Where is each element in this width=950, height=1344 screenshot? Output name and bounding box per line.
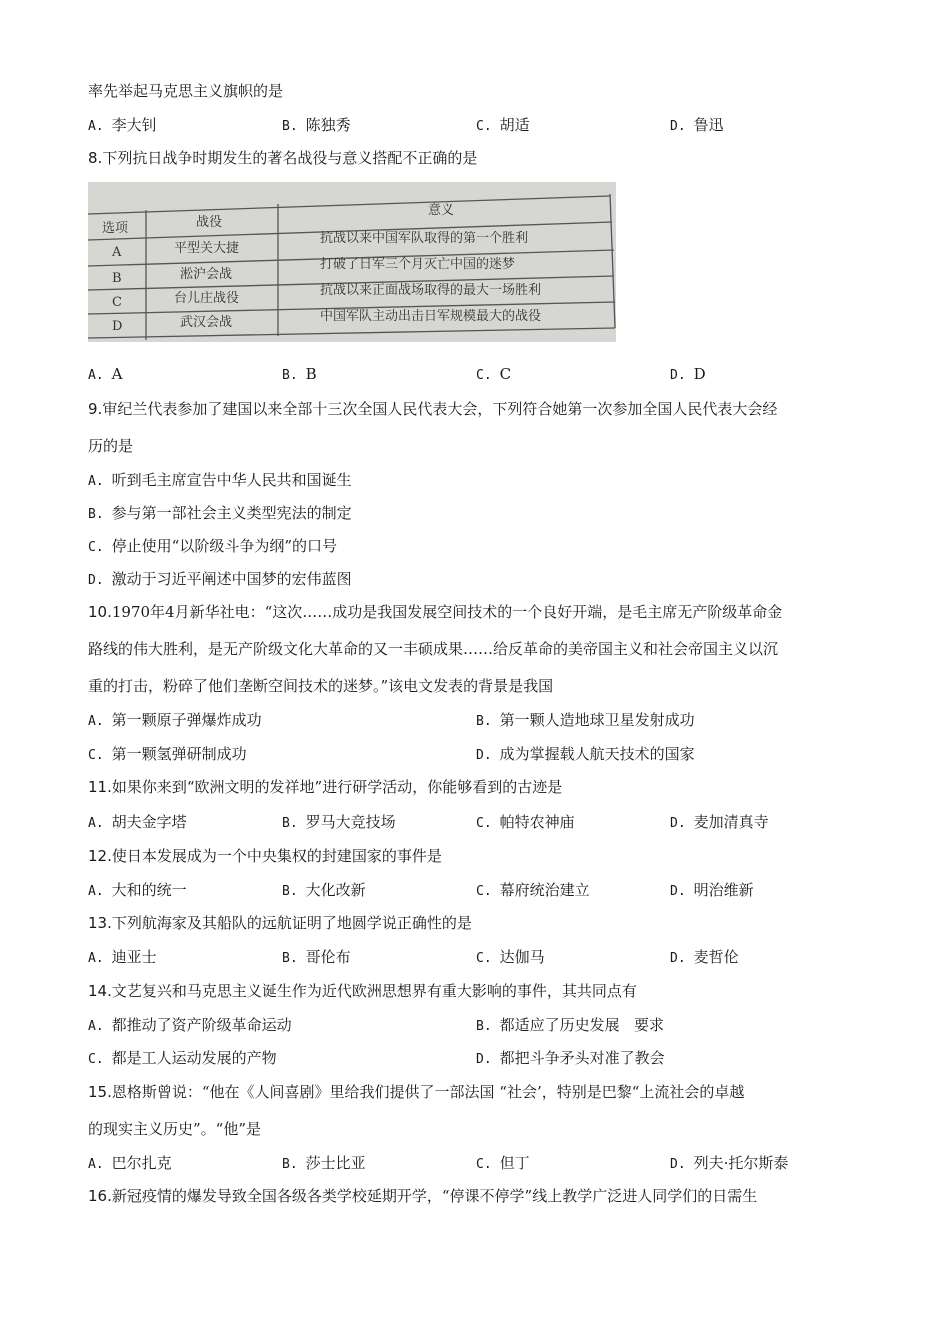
q14-option-d[interactable]: D. 都把斗争矛头对准了教会 [476, 1049, 665, 1067]
q9-option-b[interactable]: B. 参与第一部社会主义类型宪法的制定 [88, 504, 352, 522]
q15-option-c[interactable]: C. 但丁 [476, 1154, 530, 1172]
q14-stem: 14.文艺复兴和马克思主义诞生作为近代欧洲思想界有重大影响的事件，其共同点有 [88, 982, 637, 1000]
q7-option-a[interactable]: A. 李大钊 [88, 116, 157, 134]
table-cell-a-meaning: 抗战以来中国军队取得的第一个胜利 [320, 231, 529, 246]
q10-option-b[interactable]: B. 第一颗人造地球卫星发射成功 [476, 711, 695, 729]
q8-table-photo [88, 182, 616, 342]
q10-stem-line-3: 重的打击，粉碎了他们垄断空间技术的迷梦。”该电文发表的背景是我国 [88, 677, 554, 695]
q8-option-c[interactable]: C. C [476, 365, 512, 383]
q11-option-a[interactable]: A. 胡夫金字塔 [88, 813, 187, 831]
q13-option-b[interactable]: B. 哥伦布 [282, 948, 351, 966]
table-cell-d-meaning: 中国军队主动出击日军规模最大的战役 [320, 309, 542, 324]
q12-option-a[interactable]: A. 大和的统一 [88, 881, 187, 899]
q15-option-b[interactable]: B. 莎士比亚 [282, 1154, 366, 1172]
q9-option-d[interactable]: D. 激动于习近平阐述中国梦的宏伟蓝图 [88, 570, 352, 588]
q9-stem-line-2: 历的是 [88, 437, 134, 455]
q9-option-c[interactable]: C. 停止使用“以阶级斗争为纲”的口号 [88, 537, 337, 555]
q14-option-c[interactable]: C. 都是工人运动发展的产物 [88, 1049, 277, 1067]
table-cell-d-option: D [112, 319, 123, 334]
q11-option-d[interactable]: D. 麦加清真寺 [670, 813, 769, 831]
table-cell-b-battle: 淞沪会战 [180, 267, 233, 282]
q10-option-a[interactable]: A. 第一颗原子弹爆炸成功 [88, 711, 262, 729]
q16-stem: 16.新冠疫情的爆发导致全国各级各类学校延期开学，“停课不停学”线上教学广泛进人同学们的日需生 [88, 1187, 758, 1205]
q11-stem: 11.如果你来到“欧洲文明的发祥地”进行研学活动，你能够看到的古迹是 [88, 778, 563, 796]
q8-stem: 8.下列抗日战争时期发生的著名战役与意义搭配不正确的是 [88, 149, 478, 167]
q15-stem-line-1: 15.恩格斯曾说：“他在《人间喜剧》里给我们提供了一部法国 “社会’，特别是巴黎“上流社会的卓越 [88, 1083, 745, 1101]
q14-option-a[interactable]: A. 都推动了资产阶级革命运动 [88, 1016, 292, 1034]
q7-option-d[interactable]: D. 鲁迅 [670, 116, 724, 134]
q7-stem-tail: 率先举起马克思主义旗帜的是 [88, 82, 284, 100]
q11-option-b[interactable]: B. 罗马大竞技场 [282, 813, 396, 831]
q12-option-b[interactable]: B. 大化改新 [282, 881, 366, 899]
table-cell-a-option: A [112, 245, 122, 260]
table-cell-c-meaning: 抗战以来正面战场取得的最大一场胜利 [320, 283, 542, 298]
q8-option-b[interactable]: B. B [282, 365, 317, 383]
q13-stem: 13.下列航海家及其船队的远航证明了地圆学说正确性的是 [88, 914, 472, 932]
q13-option-d[interactable]: D. 麦哲伦 [670, 948, 739, 966]
q10-option-d[interactable]: D. 成为掌握载人航天技术的国家 [476, 745, 695, 763]
table-cell-b-option: B [112, 271, 122, 286]
q10-stem-line-2: 路线的伟大胜利，是无产阶级文化大革命的又一丰硕成果……给反革命的美帝国主义和社会帝国主义以沉 [88, 640, 779, 658]
q13-option-a[interactable]: A. 迪亚士 [88, 948, 157, 966]
q8-table [88, 182, 616, 342]
table-header-meaning: 意义 [428, 203, 455, 218]
table-header-option: 选项 [102, 221, 129, 236]
q9-stem-line-1: 9.审纪兰代表参加了建国以来全部十三次全国人民代表大会，下列符合她第一次参加全国人民代表大会经 [88, 400, 778, 418]
q7-option-c[interactable]: C. 胡适 [476, 116, 530, 134]
table-cell-b-meaning: 打破了日军三个月灭亡中国的迷梦 [320, 257, 516, 272]
q15-option-d[interactable]: D. 列夫·托尔斯泰 [670, 1154, 789, 1172]
q12-option-c[interactable]: C. 幕府统治建立 [476, 881, 590, 899]
table-header-battle: 战役 [196, 215, 223, 230]
q9-option-a[interactable]: A. 听到毛主席宣告中华人民共和国诞生 [88, 471, 352, 489]
q10-option-c[interactable]: C. 第一颗氢弹研制成功 [88, 745, 247, 763]
q8-option-d[interactable]: D. D [670, 365, 706, 383]
q10-stem-line-1: 10.1970年4月新华社电：“这次……成功是我国发展空间技术的一个良好开端，是毛主席无产阶级革命金 [88, 603, 783, 621]
q15-stem-line-2: 的现实主义历史”。“他”是 [88, 1120, 262, 1138]
q13-option-c[interactable]: C. 达伽马 [476, 948, 545, 966]
table-cell-c-option: C [112, 295, 122, 310]
q11-option-c[interactable]: C. 帕特农神庙 [476, 813, 575, 831]
table-cell-a-battle: 平型关大捷 [174, 241, 240, 256]
q12-stem: 12.使日本发展成为一个中央集权的封建国家的事件是 [88, 847, 442, 865]
q8-option-a[interactable]: A. A [88, 365, 123, 383]
q15-option-a[interactable]: A. 巴尔扎克 [88, 1154, 172, 1172]
table-cell-c-battle: 台儿庄战役 [174, 291, 240, 306]
q7-option-b[interactable]: B. 陈独秀 [282, 116, 351, 134]
q14-option-b[interactable]: B. 都适应了历史发展 要求 [476, 1016, 664, 1034]
q12-option-d[interactable]: D. 明治维新 [670, 881, 754, 899]
table-cell-d-battle: 武汉会战 [180, 315, 233, 330]
